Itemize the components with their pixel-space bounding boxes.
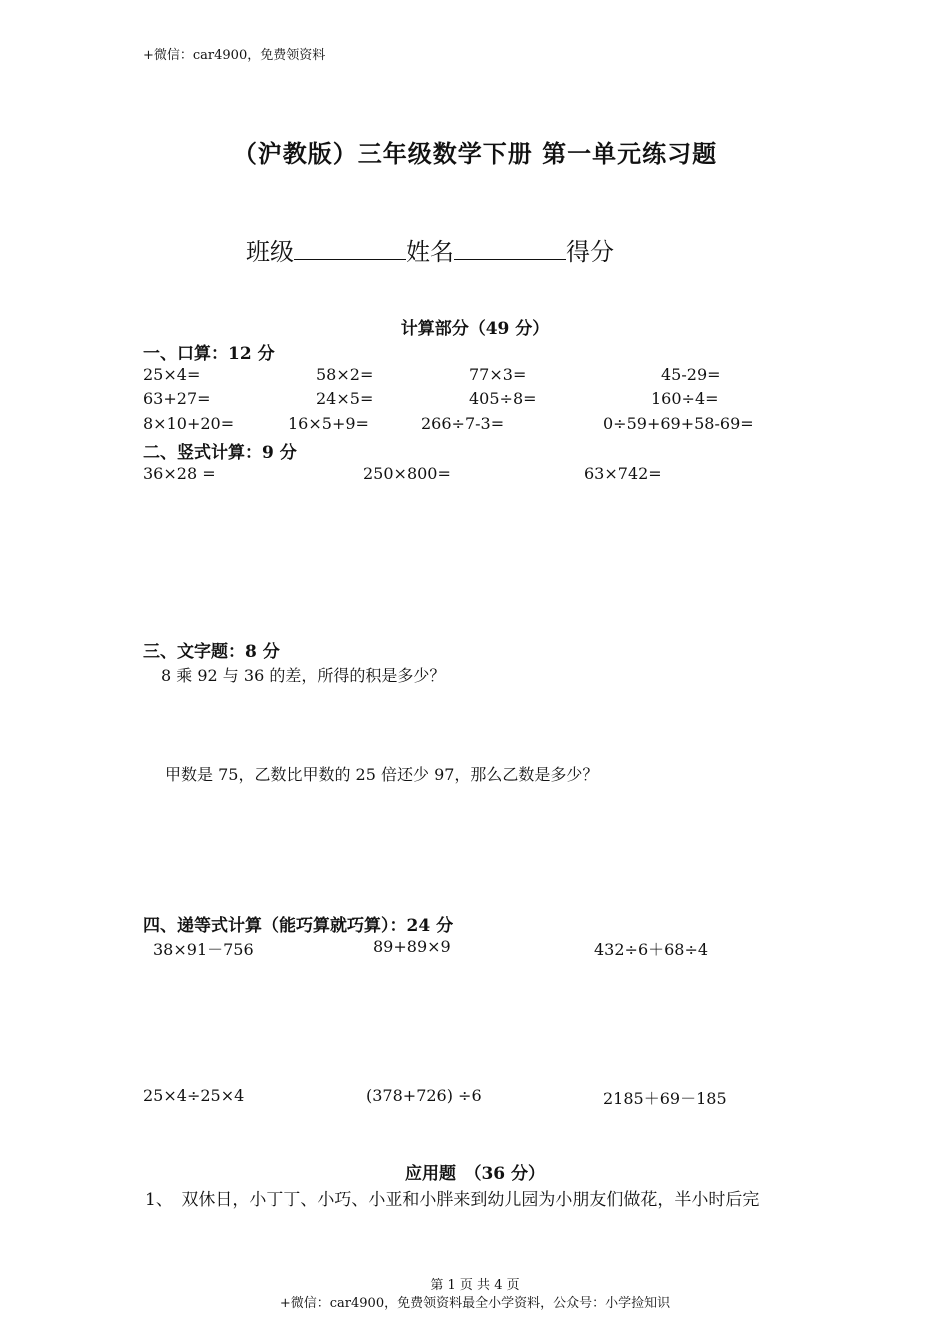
word-problem-1: 8 乘 92 与 36 的差，所得的积是多少？	[161, 666, 446, 685]
app-problem-1: 1、 双休日，小丁丁、小巧、小亚和小胖来到幼儿园为小朋友们做花，半小时后完	[145, 1190, 760, 1210]
watermark-bottom: +微信：car4900，免费领资料最全小学资料，公众号：小学捡知识	[279, 1296, 671, 1311]
app-section-title: 应用题 （36 分）	[404, 1164, 546, 1184]
part3-heading: 三、文字题：8 分	[143, 642, 280, 662]
stepwise-item: (378+726) ÷6	[366, 1086, 482, 1105]
oral-item: 405÷8=	[469, 389, 537, 408]
score-label: 得分	[566, 238, 614, 266]
page-title: （沪教版）三年级数学下册 第一单元练习题	[232, 139, 718, 168]
stepwise-item: 2185＋69－185	[603, 1089, 727, 1108]
calc-section-title: 计算部分（49 分）	[400, 319, 550, 339]
word-problem-2: 甲数是 75，乙数比甲数的 25 倍还少 97，那么乙数是多少？	[165, 765, 599, 784]
oral-item: 58×2=	[316, 365, 374, 384]
vertical-calc-item: 250×800=	[363, 464, 451, 483]
part4-heading: 四、递等式计算（能巧算就巧算）：24 分	[143, 916, 454, 936]
page-number: 第 1 页 共 4 页	[430, 1278, 520, 1293]
oral-item: 266÷7-3=	[421, 414, 505, 433]
stepwise-item: 89+89×9	[373, 937, 451, 956]
oral-item: 16×5+9=	[288, 414, 369, 433]
oral-item: 25×4=	[143, 365, 201, 384]
stepwise-item: 432÷6＋68÷4	[594, 940, 709, 959]
oral-item: 0÷59+69+58-69=	[603, 414, 754, 433]
vertical-calc-item: 63×742=	[584, 464, 662, 483]
stepwise-item: 38×91－756	[153, 940, 254, 959]
stepwise-item: 25×4÷25×4	[143, 1086, 245, 1105]
watermark-top: +微信：car4900，免费领资料	[143, 48, 326, 63]
class-label: 班级	[246, 238, 294, 266]
class-blank	[294, 237, 406, 260]
part1-heading: 一、口算：12 分	[143, 344, 275, 364]
oral-item: 160÷4=	[651, 389, 719, 408]
part2-heading: 二、竖式计算：9 分	[143, 443, 297, 463]
oral-item: 63+27=	[143, 389, 211, 408]
oral-item: 77×3=	[469, 365, 527, 384]
oral-item: 24×5=	[316, 389, 374, 408]
name-label: 姓名	[406, 238, 454, 266]
vertical-calc-item: 36×28 =	[143, 464, 216, 483]
oral-item: 45-29=	[661, 365, 721, 384]
name-blank	[454, 237, 566, 260]
student-info-line	[246, 232, 614, 267]
oral-item: 8×10+20=	[143, 414, 235, 433]
